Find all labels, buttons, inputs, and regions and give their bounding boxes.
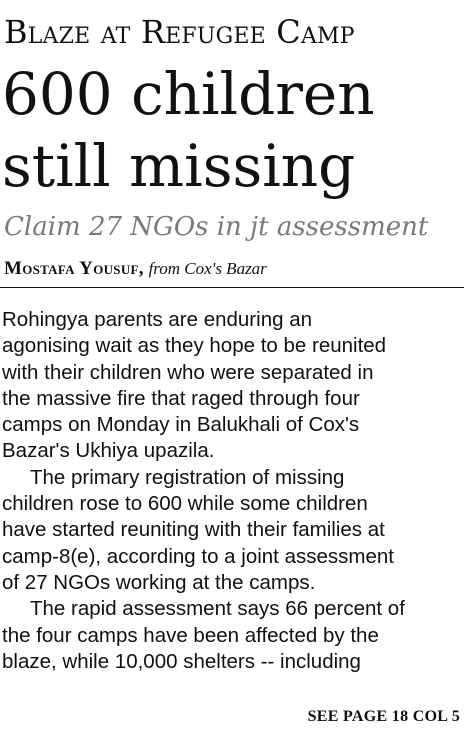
byline-location: from Cox's Bazar xyxy=(148,259,267,278)
kicker-headline: Blaze at Refugee Camp xyxy=(4,13,355,51)
byline xyxy=(4,257,267,281)
body-line: of 27 NGOs working at the camps. xyxy=(2,570,316,594)
body-line: children rose to 600 while some children xyxy=(2,492,368,516)
article-body xyxy=(2,307,464,675)
headline-line: still missing xyxy=(2,132,356,200)
headline-line: 600 children xyxy=(2,60,375,128)
body-line: agonising wait as they hope to be reunited xyxy=(2,334,387,358)
body-line: camp-8(e), according to a joint assessment xyxy=(2,544,394,568)
body-line-paragraph-start: The rapid assessment says 66 percent of xyxy=(30,597,405,621)
continuation-jump-line: SEE PAGE 18 COL 5 xyxy=(307,708,460,725)
subheadline: Claim 27 NGOs in jt assessment xyxy=(4,212,429,242)
body-line: blaze, while 10,000 shelters -- including xyxy=(2,649,361,673)
body-line: camps on Monday in Balukhali of Cox's xyxy=(2,413,360,437)
body-line: Rohingya parents are enduring an xyxy=(2,308,312,331)
body-line: the four camps have been affected by the xyxy=(2,623,379,647)
body-line: have started reuniting with their families at xyxy=(2,518,385,542)
divider-rule xyxy=(0,287,464,288)
body-line-paragraph-start: The primary registration of missing xyxy=(30,465,345,489)
body-line: with their children who were separated in xyxy=(2,360,374,384)
byline-author: Mostafa Yousuf, xyxy=(4,258,144,279)
body-line: the massive fire that raged through four xyxy=(2,386,360,410)
main-headline xyxy=(2,58,375,202)
body-line: Bazar's Ukhiya upazila. xyxy=(2,439,215,463)
